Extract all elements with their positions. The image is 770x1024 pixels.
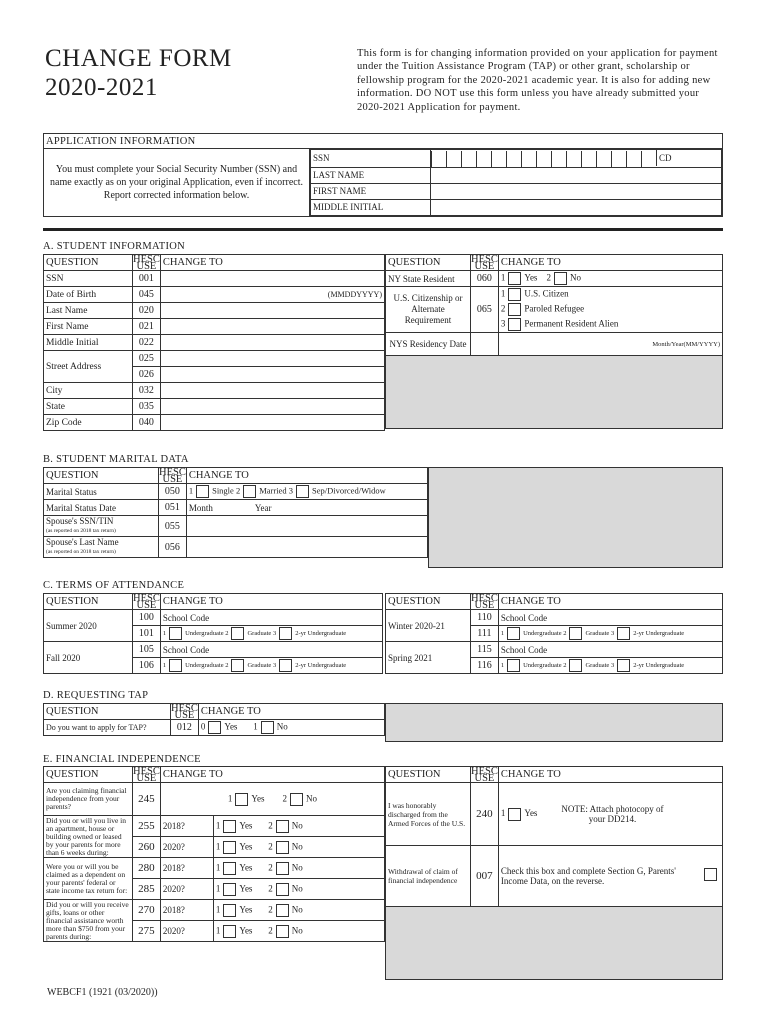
fi-claim-yes-label: Yes [251,793,265,804]
fi-dep-2018-yes-checkbox[interactable] [223,862,236,875]
tap-yes-label: Yes [224,721,238,732]
fi-dependent-question: Were you or will you be claimed as a dependent on your parents' federal or state income tax return for: [44,858,133,900]
city-code: 032 [133,383,161,399]
veteran-yes-checkbox[interactable] [508,808,521,821]
marital-status-question: Marital Status [44,484,159,500]
winter-2yr-label: 2-yr Undergraduate [633,629,685,637]
zip-code: 040 [133,415,161,431]
change-to-header: CHANGE TO [160,255,384,271]
fi-live-code-2: 260 [133,837,161,858]
fi-dep-2018-no-checkbox[interactable] [276,862,289,875]
dep1-1-num: 1 [215,862,221,873]
fi-gifts-code-1: 270 [133,900,161,921]
middle-initial-change-input[interactable] [160,335,384,351]
financial-independence-right-table [385,766,723,980]
fall-2yr-checkbox[interactable] [279,659,292,672]
fi-dep-2018-no-label: No [291,862,303,873]
fi-gifts-2018-yes-label: Yes [239,904,253,915]
last-name-question: Last Name [44,303,133,319]
tap-yes-checkbox[interactable] [208,721,221,734]
winter-code-2: 111 [471,626,499,642]
summer-code-1: 100 [133,610,161,626]
fall-school-code-input[interactable] [160,642,382,658]
ssn-label: SSN [311,150,431,168]
fi-claim-question: Are you claiming financial independence from your parents? [44,783,133,816]
tap-no-checkbox[interactable] [261,721,274,734]
spouse-ssn-input[interactable] [186,516,427,537]
single-checkbox[interactable] [196,485,209,498]
last-name-input[interactable] [431,167,722,183]
permanent-resident-label: Permanent Resident Alien [524,318,619,329]
form-title [45,44,232,102]
fall-2-num: 2 [225,661,229,669]
hesc-use-header-e2: HESC USE [471,765,498,784]
ms-1-num: 1 [188,485,194,496]
fall-undergrad-label: Undergraduate [185,661,224,669]
ny-no-label: No [569,272,581,283]
spring-code-1: 115 [471,642,499,658]
street-change-input-2[interactable] [160,367,384,383]
change-to-header-right: CHANGE TO [498,255,722,271]
year-label: Year [254,502,272,513]
fi-live-2020-no-label: No [291,841,303,852]
question-header-e: QUESTION [44,767,133,783]
question-header: QUESTION [44,255,133,271]
fall-code-1: 105 [133,642,161,658]
change-to-header-c2: CHANGE TO [498,594,722,610]
section-d-shaded-area [385,703,723,742]
change-to-header-e: CHANGE TO [160,767,384,783]
question-header-c2: QUESTION [386,594,471,610]
winter-question: Winter 2020-21 [386,610,471,642]
state-question: State [44,399,133,415]
fall-undergrad-checkbox[interactable] [169,659,182,672]
fi-gifts-2018-yes-checkbox[interactable] [223,904,236,917]
spouse-last-question: Spouse's Last Name [46,537,119,547]
spouse-ssn-question: Spouse's SSN/TIN [46,516,114,526]
residency-change-input[interactable] [498,333,722,356]
ssn-code: 001 [133,271,161,287]
single-label: Single [212,485,234,496]
middle-initial-code: 022 [133,335,161,351]
state-change-input[interactable] [160,399,384,415]
fi-gifts-2020-yes-checkbox[interactable] [223,925,236,938]
cd-label: CD [656,150,674,166]
summer-2yr-label: 2-yr Undergraduate [295,629,347,637]
gift1-2-num: 2 [268,904,273,915]
application-info-table [43,133,723,217]
middle-initial-input[interactable] [431,199,722,215]
live2-1-num: 1 [215,841,221,852]
fi-gifts-2020-no-label: No [291,925,303,936]
app-info-fields [310,149,722,216]
winter-grad-label: Graduate [585,629,610,637]
spring-code-2: 116 [471,658,499,674]
veteran-code: 240 [471,783,499,846]
live1-1-num: 1 [215,820,221,831]
ny-yes-label: Yes [524,272,538,283]
terms-right-table [385,593,723,674]
month-label: Month [188,502,213,513]
last-name-code: 020 [133,303,161,319]
ssn-question: SSN [44,271,133,287]
win-3-num: 3 [610,629,615,637]
street-change-input-1[interactable] [160,351,384,367]
fi-live-2020-yes-checkbox[interactable] [223,841,236,854]
app-info-heading: APPLICATION INFORMATION [44,134,723,149]
winter-undergrad-checkbox[interactable] [507,627,520,640]
opt-2-num: 2 [546,272,551,283]
section-a-heading: A. STUDENT INFORMATION [43,241,186,252]
fi-dependent-year-1: 2018? [160,858,213,879]
street-code-1: 025 [133,351,161,367]
hesc-use-header-c2: HESC USE [471,592,498,611]
zip-question: Zip Code [44,415,133,431]
vet-1-num: 1 [500,808,506,819]
hesc-use-header-c: HESC USE [133,592,160,611]
spring-undergrad-label: Undergraduate [523,661,562,669]
veteran-yes-label: Yes [524,808,538,819]
cit-1-num: 1 [500,288,506,299]
marital-date-input[interactable] [186,500,427,516]
fall-grad-checkbox[interactable] [231,659,244,672]
first-name-change-input[interactable] [160,319,384,335]
sep-checkbox[interactable] [296,485,309,498]
sum-3-num: 3 [272,629,277,637]
veteran-note: NOTE: Attach photocopy of your DD214. [561,804,664,824]
withdrawal-code: 007 [471,846,499,907]
section-b-shaded-area [428,467,723,568]
dob-code: 045 [133,287,161,303]
sum-2-num: 2 [225,629,229,637]
fi-live-code-1: 255 [133,816,161,837]
hesc-use-header-b: HESC USE [159,466,186,485]
live1-2-num: 2 [268,820,273,831]
residency-code [471,333,499,356]
married-checkbox[interactable] [243,485,256,498]
first-name-input[interactable] [431,183,722,199]
withdrawal-checkbox[interactable] [704,868,717,881]
fi-1-num: 1 [227,793,233,804]
ny-resident-question: NY State Resident [386,271,471,287]
dep2-2-num: 2 [268,883,273,894]
app-info-instructions: You must complete your Social Security Number (SSN) and name exactly as on your original Application, even if incorrect. Report corrected information below. [44,149,310,217]
hesc-use-header: HESC USE [133,253,160,272]
ny-yes-checkbox[interactable] [508,272,521,285]
section-e-heading: E. FINANCIAL INDEPENDENCE [43,754,201,765]
fi-dep-2020-no-checkbox[interactable] [276,883,289,896]
spring-undergrad-checkbox[interactable] [507,659,520,672]
question-header-c: QUESTION [44,594,133,610]
tap-no-label: No [276,721,288,732]
fi-live-2018-no-checkbox[interactable] [276,820,289,833]
paroled-refugee-checkbox[interactable] [508,303,521,316]
first-name-code: 021 [133,319,161,335]
fi-dep-2020-no-label: No [291,883,303,894]
fi-gifts-2020-no-checkbox[interactable] [276,925,289,938]
fi-gifts-code-2: 275 [133,921,161,942]
summer-code-2: 101 [133,626,161,642]
ssn-change-input[interactable] [160,271,384,287]
question-header-d: QUESTION [44,704,171,720]
fi-live-year-1: 2018? [160,816,213,837]
fall-school-code-label: School Code [162,644,210,655]
paroled-refugee-label: Paroled Refugee [524,303,585,314]
fi-live-question: Did you or will you live in an apartment, house or building owned or leased by your parents for more than 6 weeks during: [44,816,133,858]
winter-school-code-input[interactable] [498,610,722,626]
dob-format-note: (MMDDYYYY) [327,290,382,299]
hesc-use-header-right: HESC USE [471,253,498,272]
gift2-2-num: 2 [268,925,273,936]
fi-live-2018-yes-checkbox[interactable] [223,820,236,833]
us-citizen-checkbox[interactable] [508,288,521,301]
fi-gifts-question: Did you or will you receive gifts, loans or other financial assistance worth more than $750 from your parents during: [44,900,133,942]
section-a-shaded-area [386,356,723,429]
fi-gifts-2018-no-checkbox[interactable] [276,904,289,917]
marital-date-question: Marital Status Date [44,500,159,516]
financial-independence-table [43,766,385,942]
spr-2-num: 2 [563,661,567,669]
winter-grad-checkbox[interactable] [569,627,582,640]
citizenship-code: 065 [471,287,499,333]
fall-1-num: 1 [162,661,167,669]
ms-3-num: 3 [288,485,293,496]
title-line-1: CHANGE FORM [45,45,232,72]
spring-school-code-input[interactable] [498,642,722,658]
fi-dep-2020-yes-checkbox[interactable] [223,883,236,896]
dep1-2-num: 2 [268,862,273,873]
fall-3-num: 3 [272,661,277,669]
fi-claim-no-checkbox[interactable] [290,793,303,806]
marital-date-code: 051 [159,500,187,516]
spouse-last-input[interactable] [186,537,427,558]
fi-dependent-code-1: 280 [133,858,161,879]
first-name-label: FIRST NAME [311,183,431,199]
street-question: Street Address [44,351,133,383]
winter-2yr-checkbox[interactable] [617,627,630,640]
question-header-right: QUESTION [386,255,471,271]
last-name-change-input[interactable] [160,303,384,319]
live2-2-num: 2 [268,841,273,852]
student-info-right-table [385,254,723,429]
fi-2-num: 2 [282,793,287,804]
street-code-2: 026 [133,367,161,383]
fall-grad-label: Graduate [247,661,272,669]
fi-live-2018-no-label: No [291,820,303,831]
fi-live-year-2: 2020? [160,837,213,858]
opt-1-num: 1 [500,272,506,283]
fi-live-2018-yes-label: Yes [239,820,253,831]
win-2-num: 2 [563,629,567,637]
city-question: City [44,383,133,399]
dob-question: Date of Birth [44,287,133,303]
fi-dep-2020-yes-label: Yes [239,883,253,894]
student-info-table [43,254,385,431]
summer-undergrad-checkbox[interactable] [169,627,182,640]
section-c-heading: C. TERMS OF ATTENDANCE [43,580,185,591]
fall-2yr-label: 2-yr Undergraduate [295,661,347,669]
city-change-input[interactable] [160,383,384,399]
summer-2yr-checkbox[interactable] [279,627,292,640]
hesc-use-header-e: HESC USE [133,765,160,784]
question-header-b: QUESTION [44,468,159,484]
winter-school-code-label: School Code [500,612,548,623]
cit-3-num: 3 [500,318,506,329]
cit-2-num: 2 [500,303,506,314]
dob-change-input[interactable] [160,287,384,303]
intro-text: This form is for changing information provided on your application for payment under the Tuition Assistance Program (TAP) or other grant, scholarship or fellowship program for the 2020-2021 academic year. It is also for adding new information. DO NOT use this form unless you have already submitted your 2020-2021 Application for payment. [357,48,718,113]
spring-question: Spring 2021 [386,642,471,674]
fi-dependent-year-2: 2020? [160,879,213,900]
tap-1-num: 1 [253,721,258,732]
dep2-1-num: 1 [215,883,221,894]
section-d-heading: D. REQUESTING TAP [43,690,149,701]
middle-initial-label: MIDDLE INITIAL [311,199,431,215]
marital-status-code: 050 [159,484,187,500]
fi-live-2020-yes-label: Yes [239,841,253,852]
change-to-header-b: CHANGE TO [186,468,427,484]
spouse-ssn-note: (as reported on 2018 tax return) [46,528,116,534]
middle-initial-question: Middle Initial [44,335,133,351]
fall-code-2: 106 [133,658,161,674]
spr-3-num: 3 [610,661,615,669]
spouse-last-code: 056 [159,537,187,558]
sum-1-num: 1 [162,629,167,637]
last-name-label: LAST NAME [311,167,431,183]
win-1-num: 1 [500,629,505,637]
fi-dep-2018-yes-label: Yes [239,862,253,873]
spouse-last-note: (as reported on 2018 tax return) [46,549,116,555]
change-to-header-e2: CHANGE TO [498,767,722,783]
ny-no-checkbox[interactable] [554,272,567,285]
tap-question: Do you want to apply for TAP? [44,720,171,736]
fi-gifts-year-1: 2018? [160,900,213,921]
terms-left-table [43,593,383,674]
fi-gifts-2020-yes-label: Yes [239,925,253,936]
ssn-input[interactable] [431,150,722,168]
spring-grad-label: Graduate [585,661,610,669]
first-name-question: First Name [44,319,133,335]
state-code: 035 [133,399,161,415]
winter-undergrad-label: Undergraduate [523,629,562,637]
sep-label: Sep/Divorced/Widow [311,485,386,496]
spouse-ssn-code: 055 [159,516,187,537]
spring-2yr-label: 2-yr Undergraduate [633,661,685,669]
spring-2yr-checkbox[interactable] [617,659,630,672]
summer-question: Summer 2020 [44,610,133,642]
zip-change-input[interactable] [160,415,384,431]
summer-undergrad-label: Undergraduate [185,629,224,637]
fi-gifts-year-2: 2020? [160,921,213,942]
summer-grad-checkbox[interactable] [231,627,244,640]
married-label: Married [259,485,287,496]
summer-grad-label: Graduate [247,629,272,637]
fi-claim-code: 245 [133,783,161,816]
permanent-resident-checkbox[interactable] [508,318,521,331]
residency-question: NYS Residency Date [386,333,471,356]
ms-2-num: 2 [235,485,241,496]
title-line-2: 2020-2021 [45,74,158,101]
section-b-heading: B. STUDENT MARITAL DATA [43,454,189,465]
tap-0-num: 0 [200,721,206,732]
veteran-question: I was honorably discharged from the Armed Forces of the U.S. [386,783,471,846]
gift2-1-num: 1 [215,925,221,936]
change-to-header-d: CHANGE TO [198,704,384,720]
form-footer: WEBCF1 (1921 (03/2020)) [47,987,158,998]
citizenship-question: U.S. Citizenship or Alternate Requirement [386,287,471,333]
marital-data-table [43,467,428,558]
spr-1-num: 1 [500,661,505,669]
gift1-1-num: 1 [215,904,221,915]
change-to-header-c: CHANGE TO [160,594,382,610]
fi-dependent-code-2: 285 [133,879,161,900]
spring-grad-checkbox[interactable] [569,659,582,672]
us-citizen-label: U.S. Citizen [524,288,569,299]
fi-claim-yes-checkbox[interactable] [235,793,248,806]
fall-question: Fall 2020 [44,642,133,674]
requesting-tap-table [43,703,385,736]
withdrawal-question: Withdrawal of claim of financial independence [386,846,471,907]
fi-gifts-2018-no-label: No [291,904,303,915]
section-divider [43,228,723,231]
hesc-use-header-d: HESC USE [171,702,198,721]
summer-school-code-label: School Code [162,612,210,623]
fi-live-2020-no-checkbox[interactable] [276,841,289,854]
fi-claim-no-label: No [305,793,317,804]
section-e-shaded-area [386,907,723,980]
residency-format-note: Month/Year(MM/YYYY) [652,340,720,348]
ny-resident-code: 060 [471,271,499,287]
winter-code-1: 110 [471,610,499,626]
question-header-e2: QUESTION [386,767,471,783]
tap-code: 012 [171,720,199,736]
summer-school-code-input[interactable] [160,610,382,626]
withdrawal-note: Check this box and complete Section G, Parents' Income Data, on the reverse. [500,866,676,886]
spring-school-code-label: School Code [500,644,548,655]
